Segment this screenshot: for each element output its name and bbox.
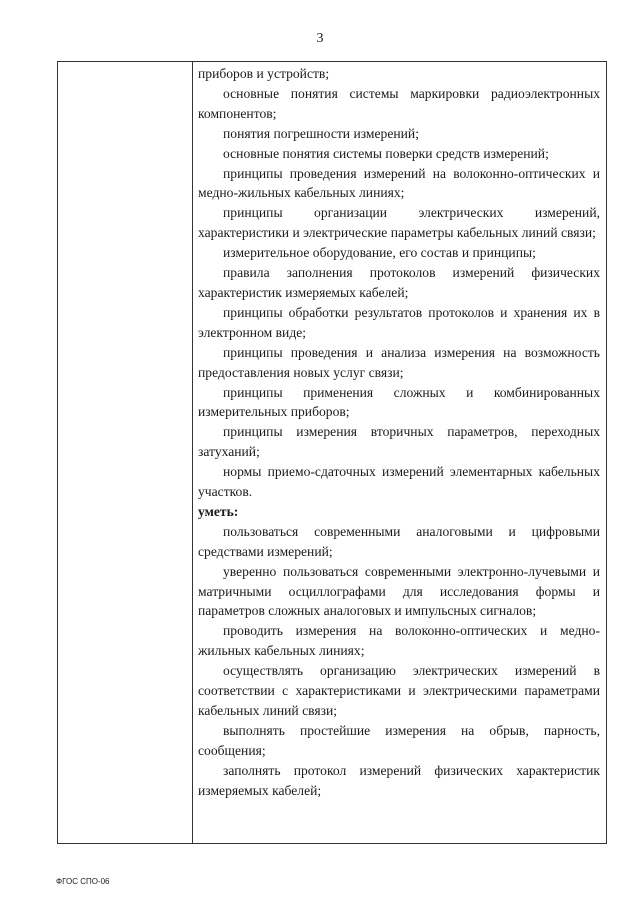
footer-label: ФГОС СПО-06 — [56, 877, 110, 886]
requirements-cell — [198, 64, 600, 801]
section-heading: уметь: — [198, 503, 239, 519]
requirement-item: принципы проведения измерений на волоконно-оптических и медно-жильных кабельных линиях; — [198, 165, 600, 201]
requirement-item: принципы применения сложных и комбинированных измерительных приборов; — [198, 384, 600, 420]
requirement-item: осуществлять организацию электрических измерений в соответствии с характеристиками и электрическими параметрами кабельных линий связи; — [198, 663, 600, 718]
requirement-item: принципы организации электрических измерений, характеристики и электрические параметры кабельных линий связи; — [198, 205, 600, 241]
requirements-table — [57, 61, 607, 844]
requirement-item: уверенно пользоваться современными электронно-лучевыми и матричными осциллографами для исследования формы и параметров сложных аналоговых и импульсных сигналов; — [198, 563, 600, 619]
requirement-item: нормы приемо-сдаточных измерений элементарных кабельных участков. — [198, 464, 600, 500]
requirement-item: основные понятия системы маркировки радиоэлектронных компонентов; — [198, 85, 600, 121]
requirement-item: принципы проведения и анализа измерения на возможность предоставления новых услуг связи; — [198, 344, 600, 380]
requirement-item: понятия погрешности измерений; — [223, 125, 419, 141]
page-number: 3 — [316, 31, 324, 46]
requirement-item: правила заполнения протоколов измерений физических характеристик измеряемых кабелей; — [198, 265, 600, 300]
requirement-item: заполнять протокол измерений физических характеристик измеряемых кабелей; — [198, 762, 600, 798]
requirement-item: пользоваться современными аналоговыми и цифровыми средствами измерений; — [198, 523, 600, 559]
requirement-item: основные понятия системы поверки средств измерений; — [223, 145, 549, 161]
requirement-item: проводить измерения на волоконно-оптических и медно-жильных кабельных линиях; — [198, 623, 600, 659]
requirement-item: измерительное оборудование, его состав и принципы; — [223, 245, 536, 261]
requirement-item: приборов и устройств; — [198, 66, 330, 81]
requirement-item: принципы обработки результатов протоколов и хранения их в электронном виде; — [198, 304, 600, 340]
requirement-item: принципы измерения вторичных параметров, переходных затуханий; — [198, 424, 600, 460]
requirement-item: выполнять простейшие измерения на обрыв, парность, сообщения; — [198, 722, 600, 758]
column-divider — [192, 62, 193, 843]
